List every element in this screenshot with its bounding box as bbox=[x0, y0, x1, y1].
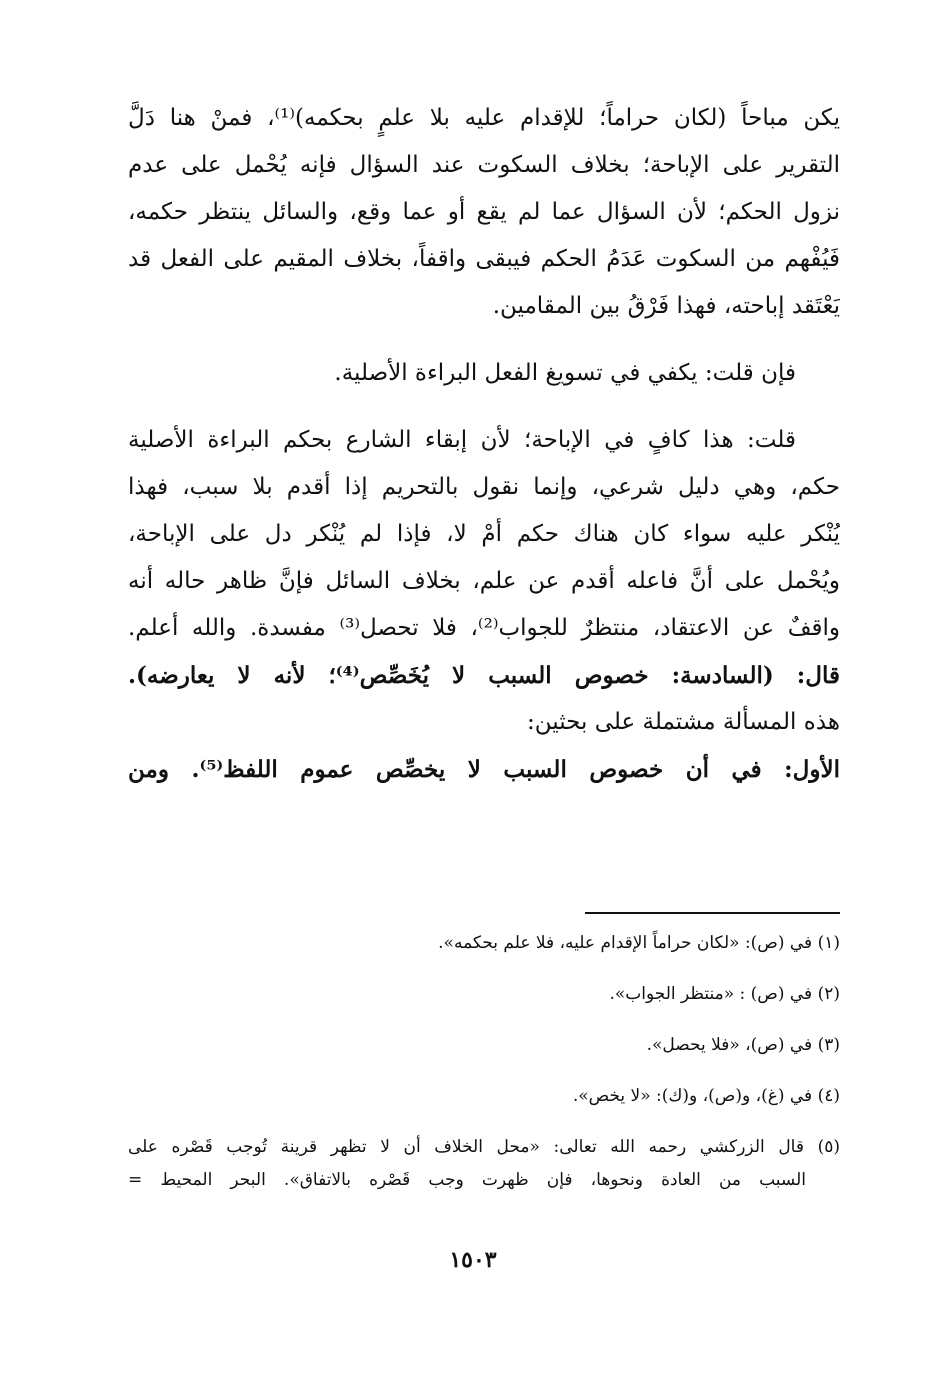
page-number: ١٥٠٣ bbox=[449, 1247, 497, 1273]
text-line: فَيُفْهم من السكوت عَدَمُ الحكم فيبقى واقفاً، بخلاف المقيم على الفعل قد bbox=[128, 246, 840, 272]
text-line: واقفٌ عن الاعتقاد، منتظرٌ للجواب⁽²⁾، فلا تحصل⁽³⁾ مفسدة. والله أعلم. bbox=[128, 615, 840, 641]
text-line: نزول الحكم؛ لأن السؤال عما لم يقع أو عما وقع، والسائل ينتظر حكمه، bbox=[128, 199, 840, 225]
footnote-5-line: (٥) قال الزركشي رحمه الله تعالى: «محل الخلاف أن لا تظهر قرينة تُوجب قَصْره على bbox=[128, 1137, 840, 1157]
text-line: حكم، وهي دليل شرعي، وإنما نقول بالتحريم إذا أقدم بلا سبب، فهذا bbox=[128, 474, 840, 500]
text-line: التقرير على الإباحة؛ بخلاف السكوت عند السؤال فإنه يُحْمل على عدم bbox=[128, 152, 840, 178]
paragraph-5 bbox=[128, 746, 840, 793]
paragraph-2 bbox=[128, 350, 840, 397]
section-heading: قال: (السادسة: خصوص السبب لا يُخَصِّص⁽⁴⁾؛ لأنه لا يعارضه). bbox=[128, 662, 840, 689]
footnote-4: (٤) في (غ)، و(ص)، و(ك): «لا يخص». bbox=[572, 1086, 840, 1106]
footnotes bbox=[128, 912, 840, 1198]
paragraph-spacer bbox=[128, 330, 840, 350]
footnote-5-line: السبب من العادة ونحوها، فإن ظهرت وجب قَصْره بالاتفاق». البحر المحيط = bbox=[128, 1170, 806, 1190]
text-line: فإن قلت: يكفي في تسويغ الفعل البراءة الأصلية. bbox=[334, 360, 796, 386]
footnote-divider bbox=[585, 912, 840, 914]
paragraph-3 bbox=[128, 417, 840, 652]
paragraph-4 bbox=[128, 699, 840, 746]
text-line: يُنْكر عليه سواء كان هناك حكم أمْ لا، فإذا لم يُنْكر دل على الإباحة، bbox=[128, 521, 840, 547]
text-line: يكن مباحاً (لكان حراماً؛ للإقدام عليه بلا علمٍ بحكمه)⁽¹⁾، فمنْ هنا دَلَّ bbox=[128, 105, 840, 131]
text-line: قلت: هذا كافٍ في الإباحة؛ لأن إبقاء الشارع بحكم البراءة الأصلية bbox=[128, 427, 796, 453]
footnote-5 bbox=[128, 1132, 840, 1198]
paragraph-spacer bbox=[128, 397, 840, 417]
text-line: هذه المسألة مشتملة على بحثين: bbox=[527, 709, 840, 735]
text-line: الأول: في أن خصوص السبب لا يخصِّص عموم اللفظ⁽⁵⁾. ومن bbox=[128, 756, 840, 783]
main-text bbox=[128, 95, 840, 793]
heading-paragraph bbox=[128, 652, 840, 699]
footnote-2: (٢) في (ص) : «منتظر الجواب». bbox=[609, 984, 840, 1004]
text-line: ويُحْمل على أنَّ فاعله أقدم عن علم، بخلاف السائل فإنَّ ظاهر حاله أنه bbox=[128, 568, 840, 594]
footnote-1: (١) في (ص): «لكان حراماً الإقدام عليه، فلا علم بحكمه». bbox=[438, 933, 840, 953]
text-line: يَعْتَقد إباحته، فهذا فَرْقُ بين المقامين. bbox=[492, 293, 840, 319]
footnote-3: (٣) في (ص)، «فلا يحصل». bbox=[646, 1035, 840, 1055]
paragraph-1 bbox=[128, 95, 840, 330]
